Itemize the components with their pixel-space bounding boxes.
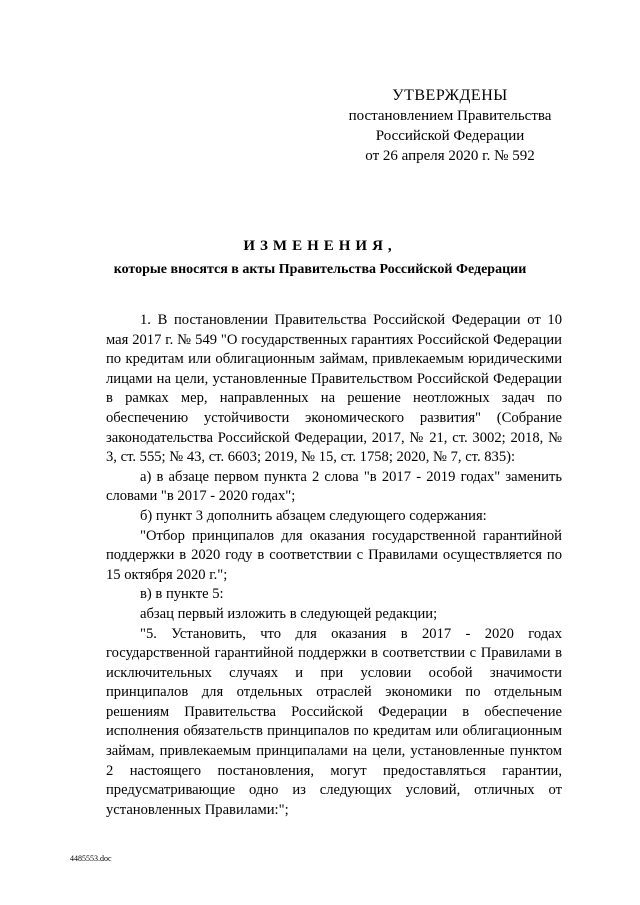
document-body [106, 311, 562, 820]
paragraph-v: в) в пункте 5: [140, 586, 224, 603]
paragraph-first-indent: абзац первый изложить в следующей редакции; [140, 605, 438, 622]
approval-line-country: Российской Федерации [375, 128, 525, 144]
paragraph-1: 1. В постановлении Правительства Российской Федерации от 10 мая 2017 г. № 549 "О государственных гарантиях Российской Федерации по кредитам или облигационным займам, привлекаемым юридическими лицами на цели, установленные Правительством Российской Федерации в рамках мер, направленных на решение неотложных задач по обеспечению устойчивости экономического развития" (Собрание законодательства Российской Федерации, 2017, № 21, ст. 3002; 2018, № 3, ст. 555; № 43, ст. 6603; 2019, № 15, ст. 1758; 2020, № 7, ст. 835): [106, 312, 562, 466]
footer-doc-id: 4485553.doc [70, 854, 112, 863]
approval-line-date: от 26 апреля 2020 г. № 592 [365, 148, 535, 164]
approval-line-resolution: постановлением Правительства [348, 108, 552, 124]
paragraph-quote-selection: "Отбор принципалов для оказания государственной гарантийной поддержки в 2020 году в соответствии с Правилами осуществляется по 15 октября 2020 г."; [106, 527, 562, 583]
document-subtitle: которые вносятся в акты Правительства Российской Федерации [113, 262, 527, 277]
paragraph-quote-5: "5. Установить, что для оказания в 2017 - 2020 годах государственной гарантийной поддержки в соответствии с Правилами в исключительных случаях и при условии особой значимости принципалов для отдельных отраслей экономики по отдельным решениям Правительства Российской Федерации в обеспечение исполнения обязательств принципалов по кредитам или облигационным займам, привлекаемым принципалами на цели, установленные пунктом 2 настоящего постановления, могут предоставляться гарантии, предусматривающие одно из следующих условий, отличных от установленных Правилами:"; [106, 625, 562, 818]
paragraph-a: а) в абзаце первом пункта 2 слова "в 2017 - 2019 годах" заменить словами "в 2017 - 2020 годах"; [106, 468, 562, 505]
paragraph-b: б) пункт 3 дополнить абзацем следующего содержания: [140, 507, 487, 524]
document-title: ИЗМЕНЕНИЯ, [243, 238, 397, 254]
approval-title: УТВЕРЖДЕНЫ [392, 87, 508, 104]
approval-block [330, 86, 570, 166]
